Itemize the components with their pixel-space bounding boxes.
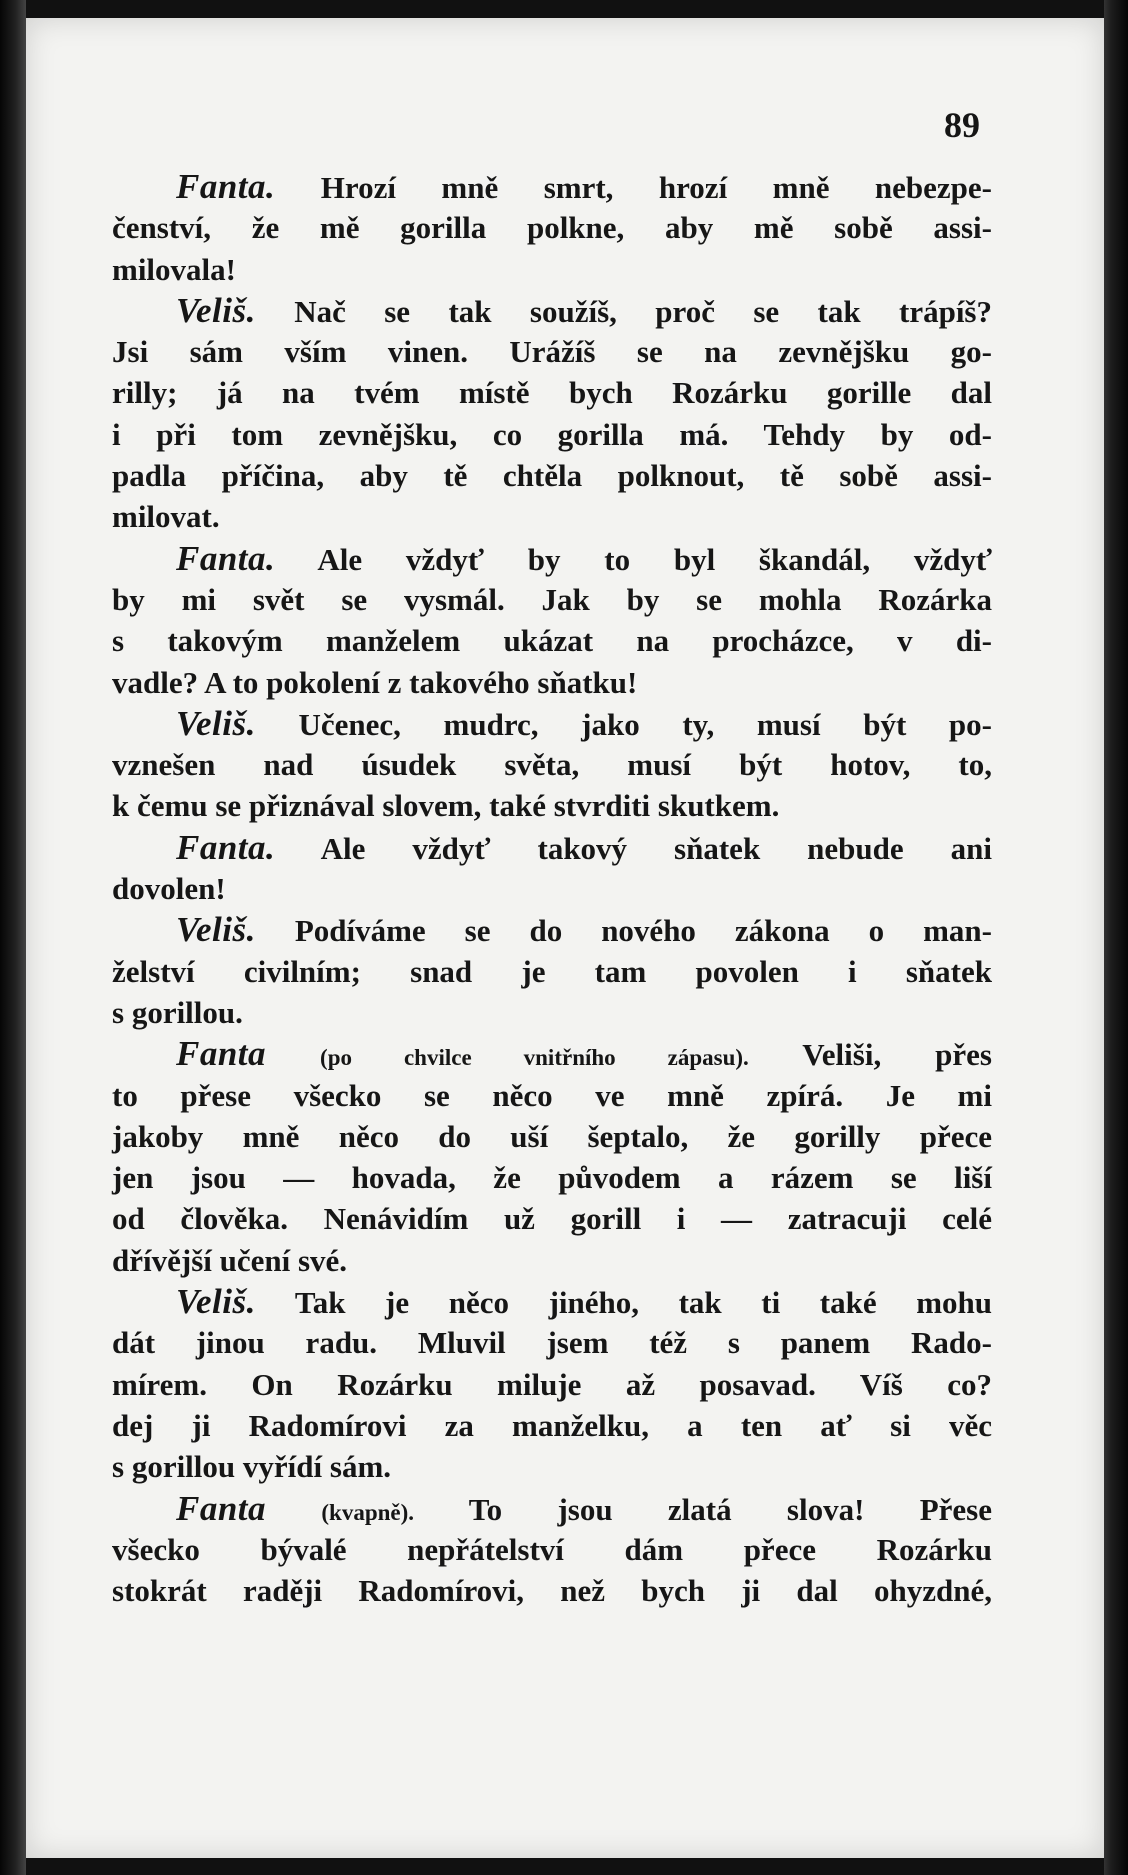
- line-text: vznešen nad úsudek světa, musí být hotov, to,: [112, 747, 992, 783]
- line-text: Nač se tak soužíš, proč se tak trápíš?: [294, 293, 992, 329]
- text-line: [112, 620, 992, 661]
- line-text: s gorillou vyřídí sám.: [112, 1449, 392, 1485]
- text-line: [112, 1570, 992, 1611]
- line-text: s takovým manželem ukázat na procházce, v di-: [112, 623, 992, 659]
- text-line: [112, 1446, 992, 1487]
- line-text: Podíváme se do nového zákona o man-: [294, 913, 992, 949]
- speaker-name: Fanta.: [176, 538, 276, 578]
- line-text: milovala!: [112, 251, 236, 287]
- text-line: [112, 1075, 992, 1116]
- line-text: Ale vždyť by to byl škandál, vždyť: [317, 541, 992, 577]
- line-text: Veliši, přes: [802, 1037, 992, 1073]
- line-text: Ale vždyť takový sňatek nebude ani: [320, 830, 993, 866]
- text-line: [112, 166, 992, 207]
- text-line: [112, 496, 992, 537]
- line-text: želství civilním; snad je tam povolen i sňatek: [112, 953, 992, 989]
- text-line: [112, 1116, 992, 1157]
- page-text: [112, 166, 992, 1611]
- line-text: jakoby mně něco do uší šeptalo, že gorilly přece: [112, 1118, 992, 1154]
- page-number: 89: [944, 105, 980, 145]
- line-text: stokrát raději Radomírovi, než bych ji dal ohyzdné,: [112, 1573, 992, 1609]
- text-line: [112, 1198, 992, 1239]
- text-line: [112, 703, 992, 744]
- line-text: by mi svět se vysmál. Jak by se mohla Rozárka: [112, 581, 992, 617]
- stage-direction: (po chvilce vnitřního zápasu).: [320, 1045, 749, 1071]
- line-text: dej ji Radomírovi za manželku, a ten ať si věc: [112, 1407, 992, 1443]
- line-text: milovat.: [112, 499, 220, 535]
- scan-edge-left: [0, 0, 26, 1875]
- stage-direction: (kvapně).: [321, 1499, 415, 1525]
- text-line: [112, 909, 992, 950]
- text-line: [112, 455, 992, 496]
- text-line: [112, 1529, 992, 1570]
- text-line: [112, 1281, 992, 1322]
- text-line: [112, 579, 992, 620]
- text-line: [112, 538, 992, 579]
- line-text: rilly; já na tvém místě bych Rozárku gorille dal: [112, 375, 992, 411]
- speaker-name: Fanta.: [176, 827, 276, 867]
- speaker-name: Fanta.: [176, 167, 276, 206]
- line-text: dát jinou radu. Mluvil jsem též s panem Rado-: [112, 1325, 992, 1361]
- text-line: [112, 1240, 992, 1281]
- line-text: To jsou zlatá slova! Přese: [468, 1491, 992, 1527]
- speaker-name: Veliš.: [176, 910, 256, 950]
- text-line: [112, 951, 992, 992]
- speaker-name: Veliš.: [176, 1282, 256, 1322]
- line-text: Jsi sám vším vinen. Urážíš se na zevnějšku go-: [112, 334, 992, 370]
- line-text: mírem. On Rozárku miluje až posavad. Víš co?: [112, 1366, 992, 1402]
- line-text: dřívější učení své.: [112, 1242, 348, 1278]
- text-line: [112, 744, 992, 785]
- line-text: Učenec, mudrc, jako ty, musí být po-: [298, 706, 992, 742]
- text-line: [112, 1157, 992, 1198]
- text-line: [112, 662, 992, 703]
- text-line: [112, 249, 992, 290]
- text-line: [112, 1033, 992, 1074]
- speaker-name: Fanta: [176, 1034, 267, 1074]
- text-line: [112, 414, 992, 455]
- line-text: Tak je něco jiného, tak ti také mohu: [294, 1285, 992, 1321]
- text-line: [112, 1405, 992, 1446]
- line-text: jen jsou — hovada, že původem a rázem se liší: [112, 1160, 992, 1196]
- text-line: [112, 785, 992, 826]
- line-text: od člověka. Nenávidím už gorill i — zatracuji celé: [112, 1201, 992, 1237]
- speaker-name: Fanta: [176, 1488, 267, 1528]
- line-text: čenství, že mě gorilla polkne, aby mě sobě assi-: [112, 210, 992, 246]
- line-text: k čemu se přiznával slovem, také stvrditi skutkem.: [112, 788, 780, 824]
- text-line: [112, 1322, 992, 1363]
- text-line: [112, 868, 992, 909]
- text-line: [112, 1364, 992, 1405]
- text-line: [112, 992, 992, 1033]
- line-text: i při tom zevnějšku, co gorilla má. Tehdy by od-: [112, 416, 992, 452]
- line-text: padla příčina, aby tě chtěla polknout, tě sobě assi-: [112, 458, 992, 494]
- line-text: všecko bývalé nepřátelství dám přece Rozárku: [112, 1531, 992, 1567]
- text-line: [112, 331, 992, 372]
- speaker-name: Veliš.: [176, 290, 256, 330]
- line-text: to přese všecko se něco ve mně zpírá. Je mi: [112, 1077, 992, 1113]
- text-line: [112, 290, 992, 331]
- text-line: [112, 207, 992, 248]
- text-line: [112, 372, 992, 413]
- text-line: [112, 1488, 992, 1529]
- text-line: [112, 827, 992, 868]
- line-text: s gorillou.: [112, 994, 243, 1030]
- scan-edge-right: [1104, 0, 1128, 1875]
- line-text: dovolen!: [112, 871, 226, 907]
- speaker-name: Veliš.: [176, 703, 256, 743]
- line-text: Hrozí mně smrt, hrozí mně nebezpe-: [320, 170, 993, 205]
- line-text: vadle? A to pokolení z takového sňatku!: [112, 664, 638, 700]
